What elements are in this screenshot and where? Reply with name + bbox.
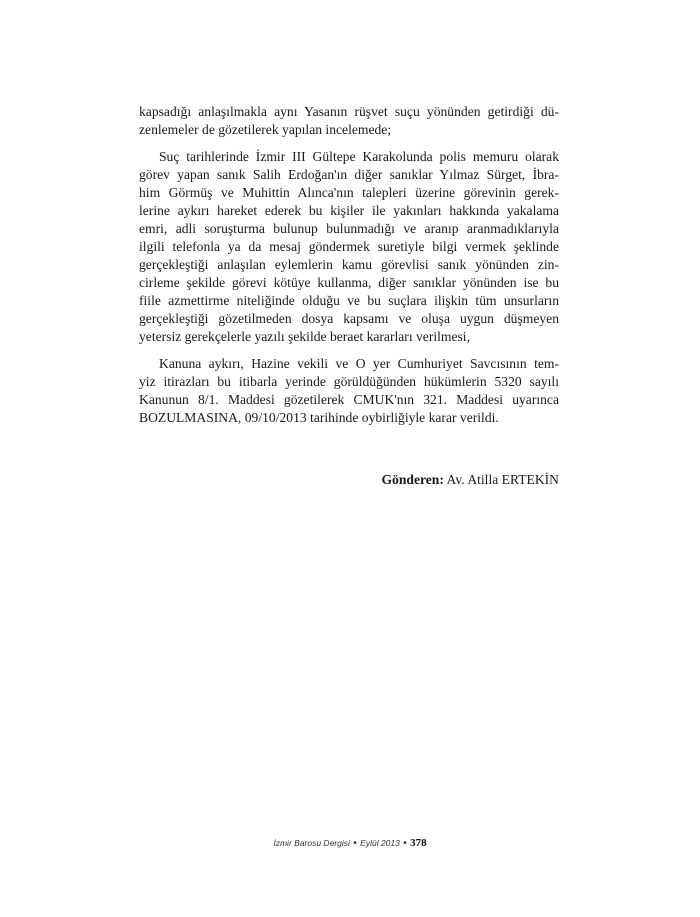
sender-name: Av. Atilla ERTEKİN (446, 472, 559, 487)
page-number: 378 (410, 837, 427, 849)
sender-label: Gönderen: (381, 472, 444, 487)
text-line: Kanunun 8/1. Maddesi gözetilerek CMUK'nın 321. Maddesi uyarınca (139, 392, 559, 407)
text-line: kapsadığı anlaşılmakla aynı Yasanın rüşvet suçu yönünden getirdiği dü- (139, 104, 559, 119)
paragraph (139, 355, 559, 427)
body-text (139, 103, 559, 427)
text-line: zenlemeler de gözetilerek yapılan incelemede; (139, 122, 392, 137)
footer-separator: • (403, 838, 407, 849)
text-line: Kanuna aykırı, Hazine vekili ve O yer Cumhuriyet Savcısının tem- (159, 356, 559, 371)
journal-name: İzmir Barosu Dergisi (273, 838, 350, 848)
page-footer (0, 837, 700, 849)
paragraph (139, 103, 559, 139)
text-line: görev yapan sanık Salih Erdoğan'ın diğer sanıklar Yılmaz Sürget, İbra- (139, 167, 559, 182)
text-line: fiile azmettirme niteliğinde olduğu ve bu suçlara ilişkin tüm unsurların (139, 293, 559, 308)
text-line: BOZULMASINA, 09/10/2013 tarihinde oybirliğiyle karar verildi. (139, 410, 499, 425)
sender-signature (381, 471, 559, 489)
text-line: yetersiz gerekçelerle yazılı şekilde beraet kararları verilmesi, (139, 329, 470, 344)
text-line: yiz itirazları bu itibarla yerinde görüldüğünden hükümlerin 5320 sayılı (139, 374, 559, 389)
text-line: gerçekleştiği anlaşılan eylemlerin kamu görevlisi sanık yönünden zin- (139, 257, 559, 272)
text-line: emri, adli soruşturma bulunup bulunmadığı ve aranıp aranmadıklarıyla (139, 221, 559, 236)
text-line: ilgili telefonla ya da mesaj göndermek suretiyle bilgi vermek şeklinde (139, 239, 559, 254)
text-line: him Görmüş ve Muhittin Alınca'nın talepleri üzerine görevinin gerek- (139, 185, 559, 200)
journal-issue: Eylül 2013 (360, 838, 400, 848)
footer-separator: • (353, 838, 357, 849)
text-line: lerine aykırı hareket ederek bu kişiler ile yakınları hakkında yakalama (139, 203, 559, 218)
text-line: gerçekleştiği gözetilmeden dosya kapsamı ve oluşa uygun düşmeyen (139, 311, 559, 326)
text-line: cirleme şekilde görevi kötüye kullanma, diğer sanıklar yönünden ise bu (139, 275, 559, 290)
paragraph (139, 148, 559, 346)
text-line: Suç tarihlerinde İzmir III Gültepe Karakolunda polis memuru olarak (159, 149, 559, 164)
